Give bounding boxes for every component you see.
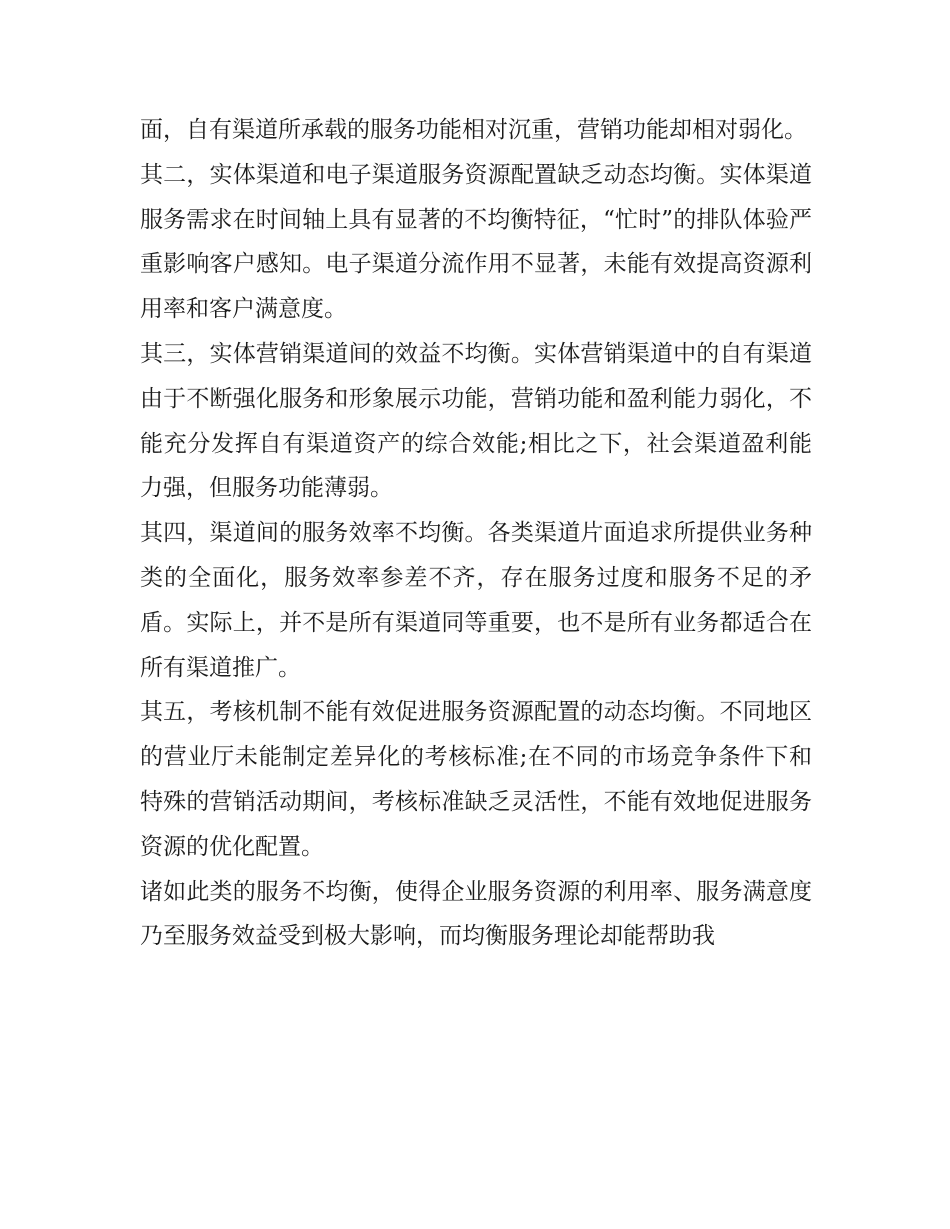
paragraph-point-two: 其二，实体渠道和电子渠道服务资源配置缺乏动态均衡。实体渠道服务需求在时间轴上具有显著的不均衡特征，“忙时”的排队体验严重影响客户感知。电子渠道分流作用不显著，未能有效提高资源利用率和客户满意度。 <box>140 161 812 323</box>
paragraph-point-four: 其四，渠道间的服务效率不均衡。各类渠道片面追求所提供业务种类的全面化，服务效率参差不齐，存在服务过度和服务不足的矛盾。实际上，并不是所有渠道同等重要，也不是所有业务都适合在所有渠道推广。 <box>140 520 812 681</box>
paragraph-continuation: 面，自有渠道所承载的服务功能相对沉重，营销功能却相对弱化。 <box>140 117 807 143</box>
paragraph-point-three: 其三，实体营销渠道间的效益不均衡。实体营销渠道中的自有渠道由于不断强化服务和形象展示功能，营销功能和盈利能力弱化，不能充分发挥自有渠道资产的综合效能;相比之下，社会渠道盈利能力强，但服务功能薄弱。 <box>140 340 812 502</box>
paragraph-summary: 诸如此类的服务不均衡，使得企业服务资源的利用率、服务满意度乃至服务效益受到极大影响，而均衡服务理论却能帮助我 <box>140 878 812 950</box>
document-page <box>140 108 812 959</box>
paragraph-point-five: 其五，考核机制不能有效促进服务资源配置的动态均衡。不同地区的营业厅未能制定差异化的考核标准;在不同的市场竞争条件下和特殊的营销活动期间，考核标准缺乏灵活性，不能有效地促进服务资源的优化配置。 <box>140 699 812 860</box>
